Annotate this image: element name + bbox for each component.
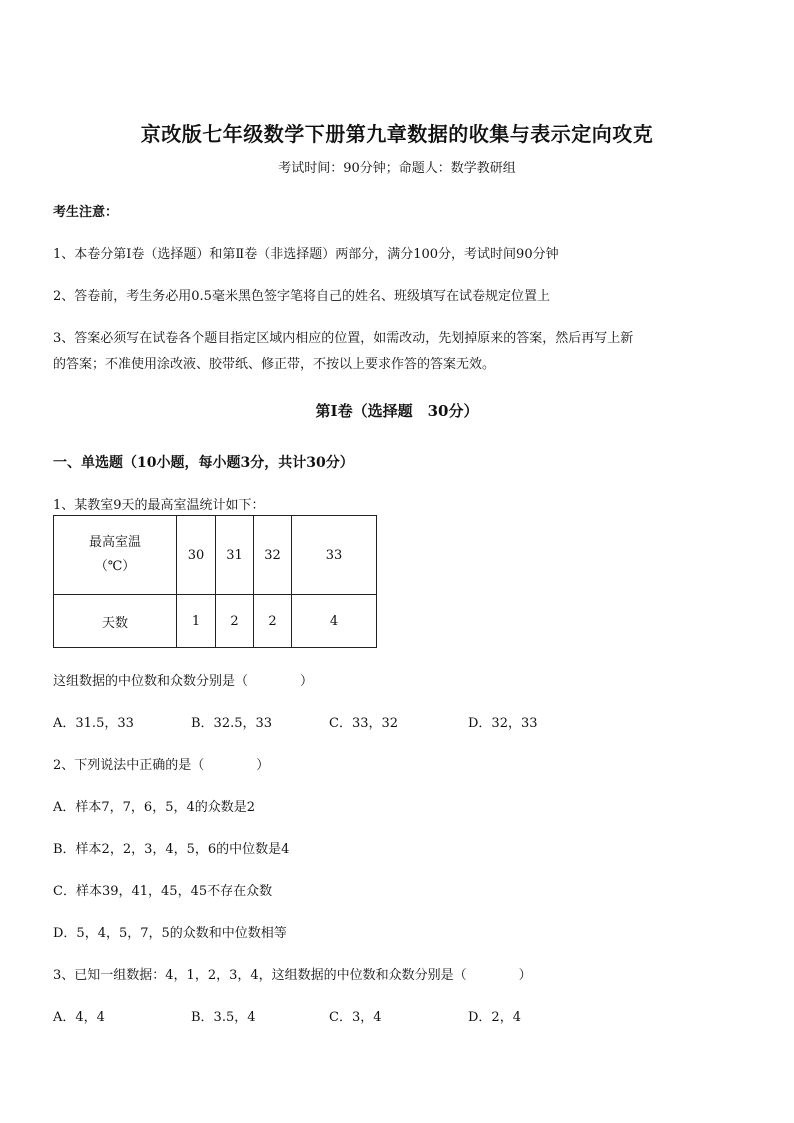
question-stem: 3、已知一组数据：4，1，2，3，4，这组数据的中位数和众数分别是（ ） — [53, 968, 532, 983]
question-stem: 2、下列说法中正确的是（ ） — [53, 758, 270, 773]
table-cell: 30 — [177, 516, 216, 595]
document-title: 京改版七年级数学下册第九章数据的收集与表示定向攻克 — [140, 122, 654, 146]
option-a[interactable]: A．31.5，33 — [53, 716, 134, 731]
option-a[interactable]: A．4，4 — [53, 1010, 105, 1025]
part-title: 一、单选题（10小题，每小题3分，共计30分） — [53, 455, 354, 471]
option-a[interactable]: A．样本7，7，6，5，4的众数是2 — [53, 800, 256, 815]
question-stem: 1、某教室9天的最高室温统计如下： — [53, 498, 265, 513]
exam-info: 考试时间：90分钟；命题人：数学教研组 — [278, 161, 516, 176]
table-header-temperature: 最高室温 （℃） — [54, 516, 177, 595]
option-c[interactable]: C．样本39，41，45，45不存在众数 — [53, 884, 273, 899]
notice-item: 的答案；不准使用涂改液、胶带纸、修正带，不按以上要求作答的答案无效。 — [53, 357, 496, 372]
temperature-table — [53, 515, 377, 648]
option-d[interactable]: D．5，4，5，7，5的众数和中位数相等 — [53, 926, 287, 941]
table-cell: 4 — [292, 595, 377, 648]
option-d[interactable]: D．2，4 — [468, 1010, 521, 1025]
option-c[interactable]: C．3，4 — [329, 1010, 382, 1025]
question-text: 这组数据的中位数和众数分别是（ ） — [53, 674, 314, 689]
notice-item: 3、答案必须写在试卷各个题目指定区域内相应的位置，如需改动，先划掉原来的答案，然后再写上新 — [53, 331, 634, 346]
table-cell: 2 — [216, 595, 254, 648]
table-cell: 2 — [254, 595, 292, 648]
notice-item: 1、本卷分第Ⅰ卷（选择题）和第Ⅱ卷（非选择题）两部分，满分100分，考试时间90分钟 — [53, 247, 559, 262]
notice-item: 2、答卷前，考生务必用0.5毫米黑色签字笔将自己的姓名、班级填写在试卷规定位置上 — [53, 289, 550, 304]
section-title: 第Ⅰ卷（选择题 30分） — [315, 402, 479, 420]
table-cell: 31 — [216, 516, 254, 595]
option-c[interactable]: C．33，32 — [329, 716, 399, 731]
table-cell: 1 — [177, 595, 216, 648]
table-cell: 32 — [254, 516, 292, 595]
table-header-days: 天数 — [54, 595, 177, 648]
option-b[interactable]: B．样本2，2，3，4，5，6的中位数是4 — [53, 842, 290, 857]
table-cell: 33 — [292, 516, 377, 595]
option-d[interactable]: D．32，33 — [468, 716, 538, 731]
option-b[interactable]: B．32.5，33 — [191, 716, 273, 731]
option-b[interactable]: B．3.5，4 — [191, 1010, 256, 1025]
notice-heading: 考生注意： — [53, 205, 119, 220]
